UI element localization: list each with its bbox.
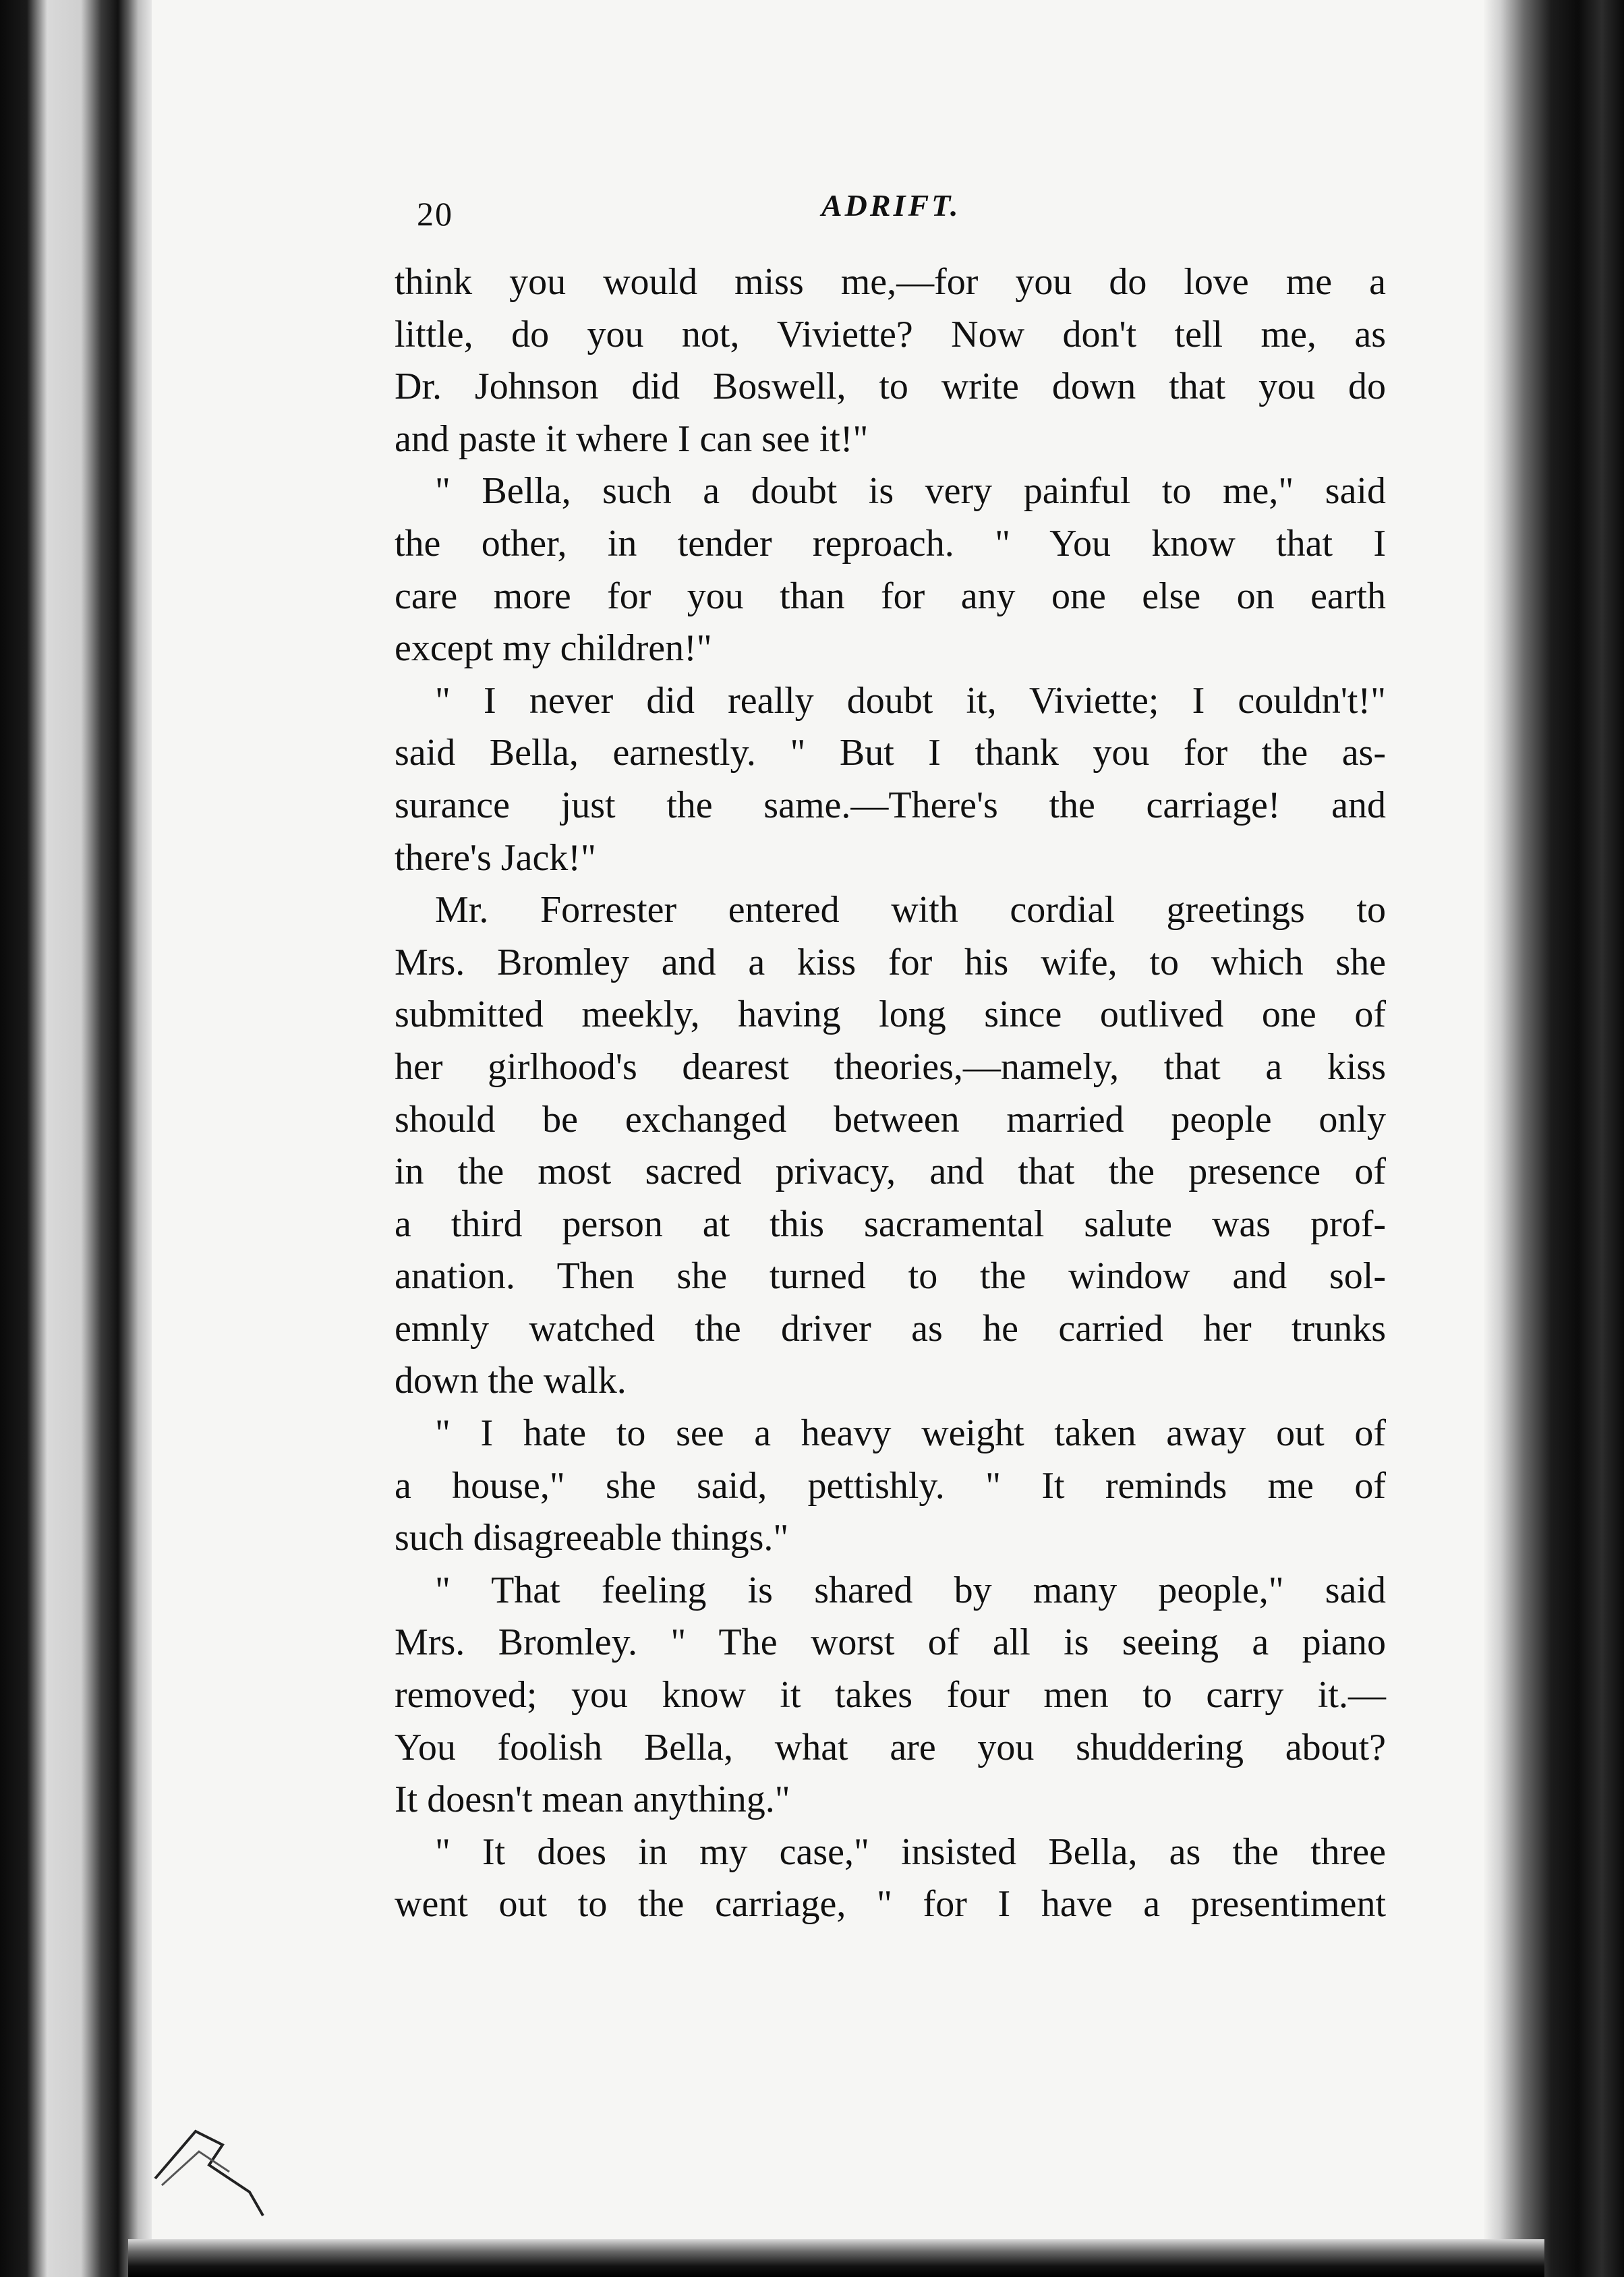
left-binding-edge xyxy=(0,0,155,2277)
text-line: Mrs. Bromley. " The worst of all is seeing a piano xyxy=(395,1621,1386,1664)
text-line: a house," she said, pettishly. " It reminds me of xyxy=(395,1464,1386,1507)
text-line: " That feeling is shared by many people," said xyxy=(435,1569,1386,1611)
text-line: surance just the same.—There's the carriage! and xyxy=(395,784,1386,826)
text-line: in the most sacred privacy, and that the presence of xyxy=(395,1151,1386,1193)
text-line: think you would miss me,—for you do love me a xyxy=(395,261,1386,303)
text-line: a third person at this sacramental salute was prof- xyxy=(395,1203,1386,1245)
page-number: 20 xyxy=(417,195,453,233)
text-line: there's Jack!" xyxy=(395,836,596,879)
running-title: ADRIFT. xyxy=(821,188,961,223)
text-line: down the walk. xyxy=(395,1360,627,1402)
text-line: the other, in tender reproach. " You know that I xyxy=(395,522,1386,565)
body-text xyxy=(395,256,1386,1931)
text-line: You foolish Bella, what are you shuddering about? xyxy=(395,1726,1386,1768)
text-line: Mr. Forrester entered with cordial greetings to xyxy=(435,889,1386,931)
text-line: anation. Then she turned to the window and sol- xyxy=(395,1255,1386,1298)
folded-corner-mark xyxy=(148,2098,283,2219)
text-line: care more for you than for any one else on earth xyxy=(395,575,1386,617)
text-line: " It does in my case," insisted Bella, as the three xyxy=(435,1831,1386,1873)
text-line: " I hate to see a heavy weight taken away out of xyxy=(435,1412,1386,1455)
text-line: her girlhood's dearest theories,—namely, that a kiss xyxy=(395,1045,1386,1088)
text-line: and paste it where I can see it!" xyxy=(395,417,869,460)
text-line: submitted meekly, having long since outlived one of xyxy=(395,993,1386,1036)
text-line: emnly watched the driver as he carried her trunks xyxy=(395,1307,1386,1350)
bottom-page-edge xyxy=(128,2239,1544,2277)
text-line: " Bella, such a doubt is very painful to me," said xyxy=(435,470,1386,513)
text-line: Dr. Johnson did Boswell, to write down that you do xyxy=(395,366,1386,408)
text-line: said Bella, earnestly. " But I thank you for the as- xyxy=(395,732,1386,774)
text-line: should be exchanged between married people only xyxy=(395,1098,1386,1141)
text-line: " I never did really doubt it, Viviette; I couldn't!" xyxy=(435,679,1386,722)
text-line: went out to the carriage, " for I have a presentiment xyxy=(395,1883,1386,1926)
right-page-edge xyxy=(1484,0,1624,2277)
text-line: such disagreeable things." xyxy=(395,1517,789,1559)
text-line: Mrs. Bromley and a kiss for his wife, to which she xyxy=(395,941,1386,983)
text-line: removed; you know it takes four men to carry it.— xyxy=(395,1674,1386,1717)
text-line: except my children!" xyxy=(395,627,712,670)
page-header xyxy=(417,182,1388,243)
text-line: little, do you not, Viviette? Now don't tell me, as xyxy=(395,313,1386,355)
text-line: It doesn't mean anything." xyxy=(395,1779,790,1821)
